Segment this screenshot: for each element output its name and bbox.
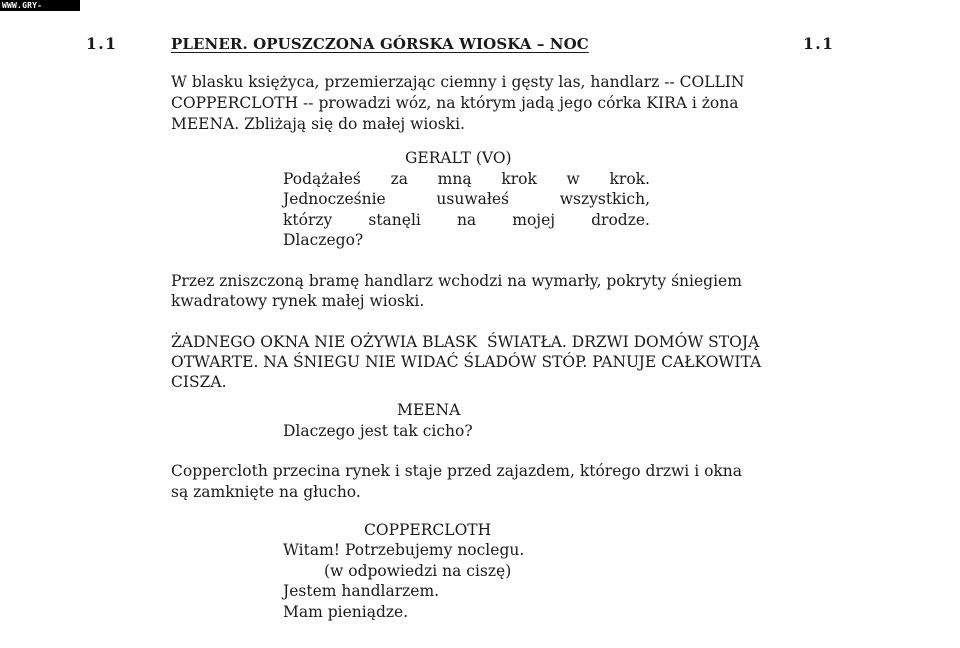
character-name: COPPERCLOTH: [364, 521, 492, 539]
scene-heading: PLENER. OPUSZCZONA GÓRSKA WIOSKA – NOC: [171, 35, 589, 53]
dialogue-line: Witam! Potrzebujemy noclegu.: [283, 541, 525, 559]
character-name: MEENA: [397, 401, 461, 419]
character-name: GERALT (VO): [405, 149, 512, 167]
parenthetical: (w odpowiedzi na ciszę): [324, 562, 512, 580]
action-line: COPPERCLOTH -- prowadzi wóz, na którym jadą jego córka KIRA i żona: [171, 94, 739, 112]
scene-number-right: 1.1: [803, 34, 835, 53]
dialogue-line: Mam pieniądze.: [283, 603, 409, 621]
dialogue-line: Jednocześnie usuwałeś wszystkich,: [283, 190, 650, 208]
action-line: ŻADNEGO OKNA NIE OŻYWIA BLASK ŚWIATŁA. DRZWI DOMÓW STOJĄ: [171, 333, 760, 351]
dialogue-line: Jestem handlarzem.: [283, 582, 440, 600]
action-line: MEENA. Zbliżają się do małej wioski.: [171, 115, 465, 133]
dialogue-line: Dlaczego jest tak cicho?: [283, 422, 473, 440]
action-line: W blasku księżyca, przemierzając ciemny i gęsty las, handlarz -- COLLIN: [171, 73, 745, 91]
watermark-logo: WWW.GRY-ONLINE.PL: [0, 0, 80, 11]
scene-number-left: 1.1: [86, 34, 118, 53]
action-line: Coppercloth przecina rynek i staje przed zajazdem, którego drzwi i okna: [171, 462, 743, 480]
dialogue-line: którzy stanęli na mojej drodze.: [283, 211, 650, 229]
action-line: CISZA.: [171, 373, 227, 391]
action-line: kwadratowy rynek małej wioski.: [171, 292, 425, 310]
dialogue-line: Podążałeś za mną krok w krok.: [283, 170, 650, 188]
dialogue-line: Dlaczego?: [283, 231, 364, 249]
action-line: OTWARTE. NA ŚNIEGU NIE WIDAĆ ŚLADÓW STÓP. PANUJE CAŁKOWITA: [171, 353, 762, 371]
action-line: są zamknięte na głucho.: [171, 483, 361, 501]
action-line: Przez zniszczoną bramę handlarz wchodzi na wymarły, pokryty śniegiem: [171, 272, 742, 290]
